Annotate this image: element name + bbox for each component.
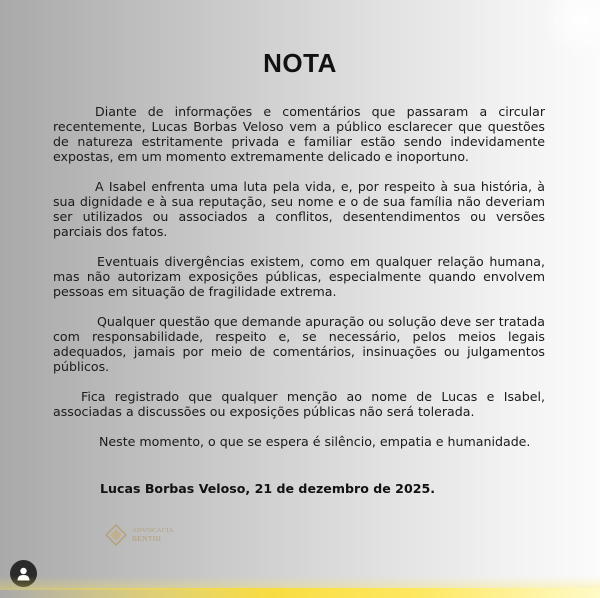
signature: Lucas Borbas Veloso, 21 de dezembro de 2025. (100, 481, 436, 496)
law-firm-logo (104, 521, 179, 548)
paragraph-5: Fica registrado que qualquer menção ao nome de Lucas e Isabel, associadas a discussões ou exposições públicas não será tolerada. (53, 389, 545, 419)
logo-line-2: BENTHI (132, 533, 162, 543)
paragraph-1: Diante de informações e comentários que passaram a circular recentemente, Lucas Borbas Veloso vem a público esclarecer que questões de natureza estritamente privada e familiar estão sendo indevidamente expostas, em um momento extremamente delicado e inoportuno. (53, 104, 545, 164)
paragraph-2: A Isabel enfrenta uma luta pela vida, e, por respeito à sua história, à sua dignidade e à sua reputação, seu nome e o de sua família não deveriam ser utilizados ou associados a conflitos, desentendimentos ou versões parciais dos fatos. (53, 179, 545, 239)
logo-mark-icon (104, 523, 128, 547)
page-title: NOTA (263, 48, 337, 78)
paragraph-6: Neste momento, o que se espera é silêncio, empatia e humanidade. (99, 434, 531, 449)
paragraph-4: Qualquer questão que demande apuração ou solução deve ser tratada com responsabilidade, respeito e, se necessário, pelos meios legais adequados, jamais por meio de comentários, insinuações ou julgamentos públicos. (53, 314, 545, 374)
bottom-glow (0, 588, 600, 598)
note-body (53, 104, 545, 464)
logo-line-1: ADVOCACIA (132, 526, 174, 534)
paragraph-3: Eventuais divergências existem, como em qualquer relação humana, mas não autorizam exposições públicas, especialmente quando envolvem pessoas em situação de fragilidade extrema. (53, 254, 545, 299)
